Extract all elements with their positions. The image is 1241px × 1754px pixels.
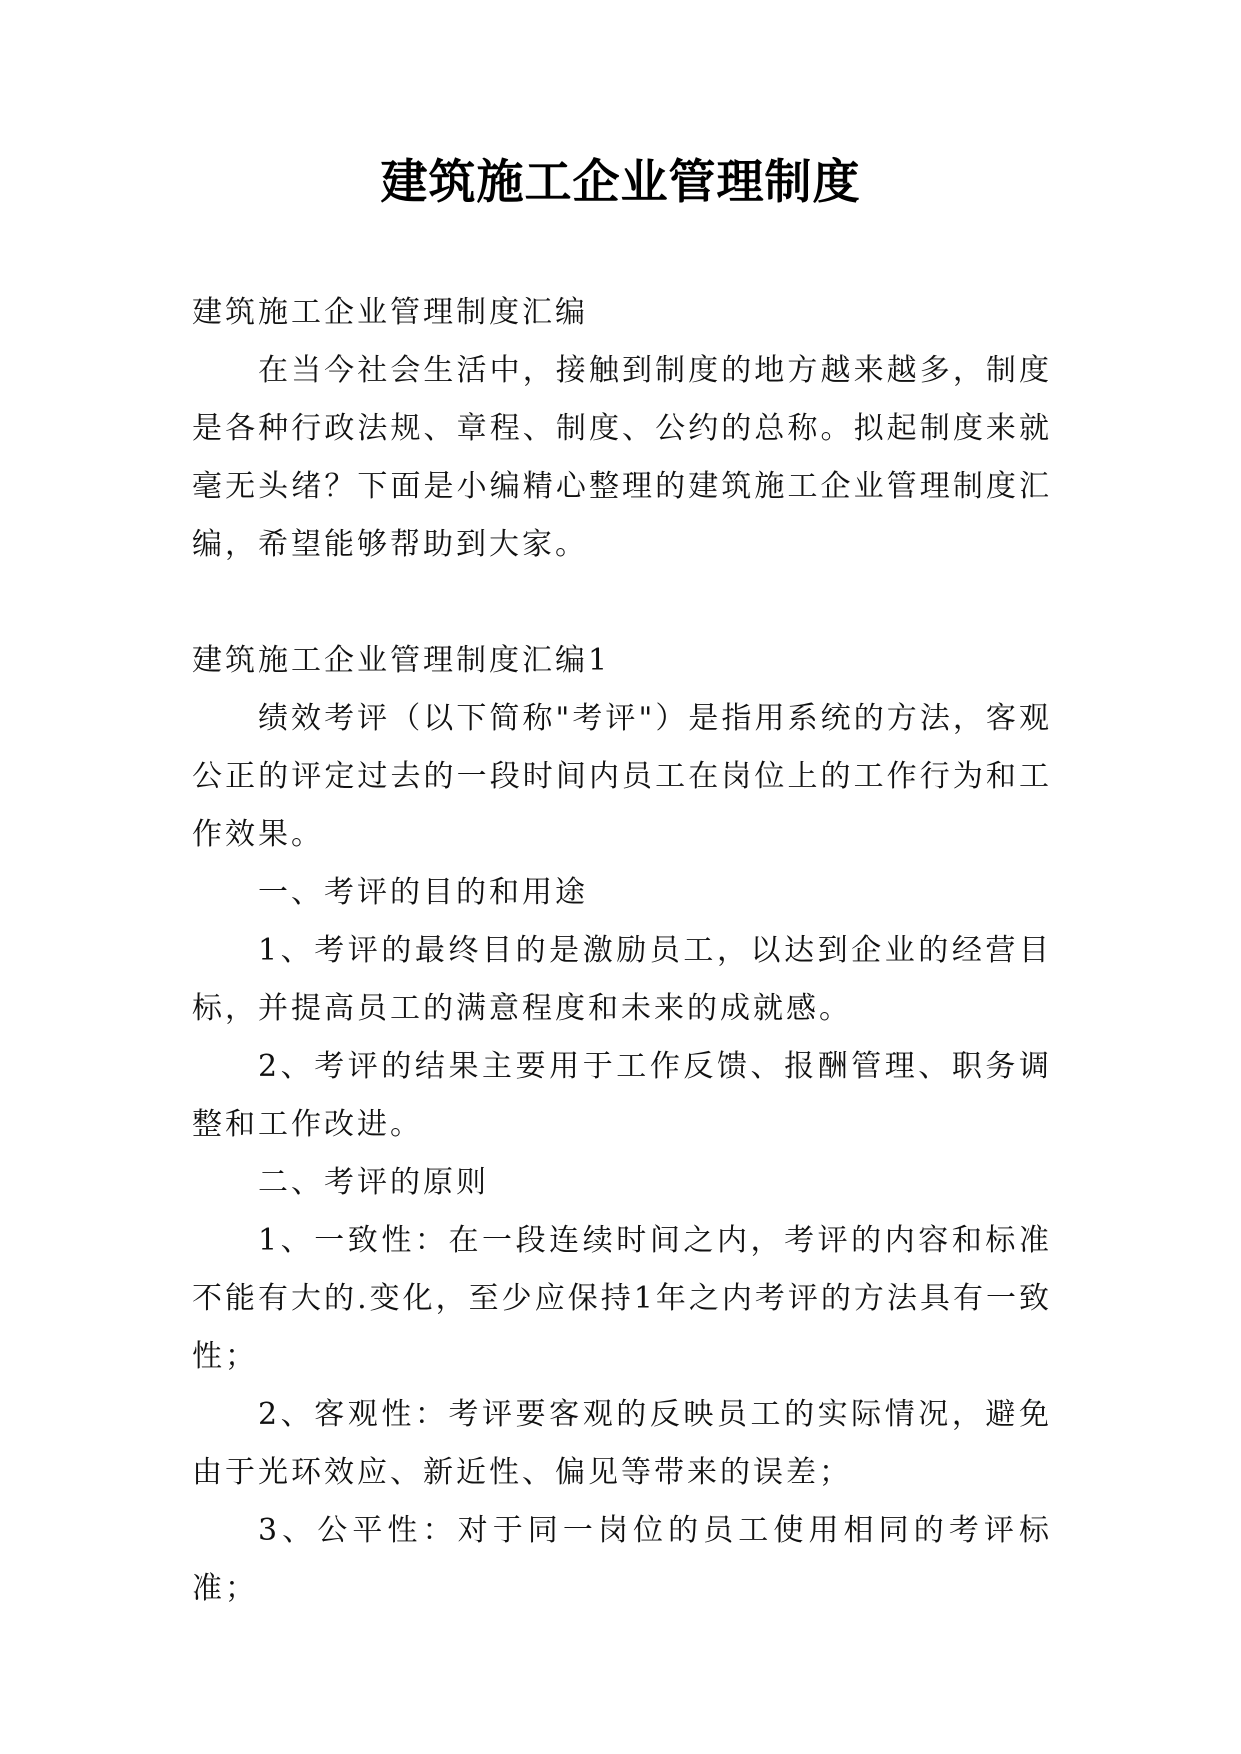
document-body — [192, 284, 1052, 1618]
body-paragraph: 1、考评的最终目的是激励员工，以达到企业的经营目标，并提高员工的满意程度和未来的成就感。 — [192, 933, 1052, 1026]
section-spacer — [192, 574, 1052, 632]
body-paragraph: 1、一致性：在一段连续时间之内，考评的内容和标准不能有大的.变化，至少应保持1年之内考评的方法具有一致性； — [192, 1223, 1052, 1374]
body-paragraph: 2、客观性：考评要客观的反映员工的实际情况，避免由于光环效应、新近性、偏见等带来的误差； — [192, 1397, 1052, 1490]
body-paragraph: 绩效考评（以下简称"考评"）是指用系统的方法，客观公正的评定过去的一段时间内员工在岗位上的工作行为和工作效果。 — [192, 701, 1052, 852]
intro-paragraph: 在当今社会生活中，接触到制度的地方越来越多，制度是各种行政法规、章程、制度、公约的总称。拟起制度来就毫无头绪？下面是小编精心整理的建筑施工企业管理制度汇编，希望能够帮助到大家。 — [192, 353, 1052, 562]
body-paragraph: 3、公平性：对于同一岗位的员工使用相同的考评标准； — [192, 1513, 1052, 1606]
body-paragraph: 2、考评的结果主要用于工作反馈、报酬管理、职务调整和工作改进。 — [192, 1049, 1052, 1142]
section-heading: 建筑施工企业管理制度汇编1 — [192, 643, 611, 678]
subsection-heading: 二、考评的原则 — [258, 1165, 489, 1200]
subsection-heading: 一、考评的目的和用途 — [258, 875, 588, 910]
document-title: 建筑施工企业管理制度 — [380, 155, 861, 210]
intro-heading: 建筑施工企业管理制度汇编 — [192, 295, 588, 330]
